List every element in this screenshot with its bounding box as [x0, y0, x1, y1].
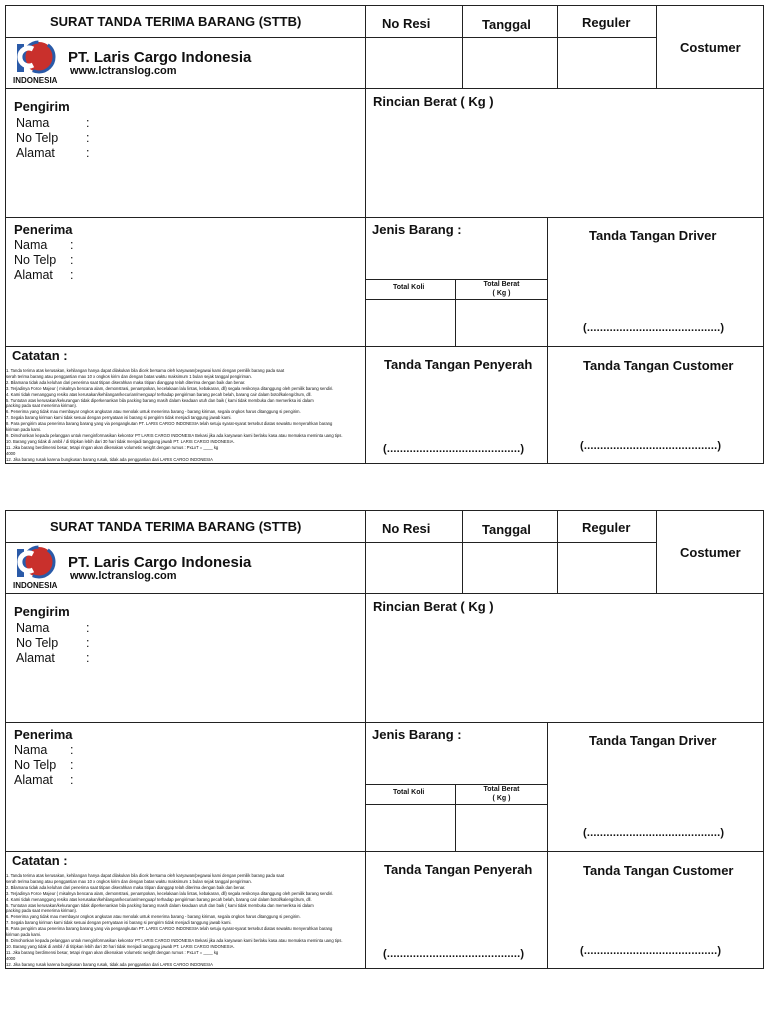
- company-name: PT. Laris Cargo Indonesia: [68, 49, 252, 66]
- reguler-label: Reguler: [582, 15, 631, 30]
- catatan-note-line: 7. Segala barang kiriman kami tidak sesuai dengan pernyataan isi barang si pengirim tidak menjadi tanggung jawab kami.: [6, 920, 232, 926]
- total-koli-value[interactable]: [365, 804, 456, 852]
- pengirim-no-telp: No Telp :: [16, 636, 90, 650]
- total-berat-label: Total Berat ( Kg ): [483, 786, 520, 802]
- total-berat-value[interactable]: [455, 804, 548, 852]
- catatan-note-line: 4000: [6, 450, 16, 456]
- catatan-label: Catatan :: [12, 348, 68, 363]
- customer-signature-label: Tanda Tangan Customer: [583, 863, 734, 878]
- catatan-note-line: 7. Segala barang kiriman kami tidak sesuai dengan pernyataan isi barang si pengirim tidak menjadi tanggung jawab kami.: [6, 415, 232, 421]
- driver-signature-label: Tanda Tangan Driver: [589, 228, 717, 243]
- customer-signature-line: (.........................................): [580, 440, 722, 452]
- catatan-note-line: 2. Bilamana tidak ada keluhan dari penerima saat titipan diserahkan maka titipan dianggap telah diterima dengan baik dan benar.: [6, 884, 246, 890]
- company-country: INDONESIA: [13, 581, 58, 590]
- catatan-note-line: packing pada saat menerima kiriman).: [6, 403, 77, 409]
- reguler-value-cell[interactable]: [557, 542, 657, 594]
- tanggal-value-cell[interactable]: [462, 37, 558, 89]
- penyerah-signature-line: (.........................................): [383, 443, 525, 455]
- catatan-note-line: 11. Jika barang berdimensi besar, tetapi ringan akan dikenakan volumetic weight dengan rumus : PxLxT = ____ kg: [6, 444, 219, 450]
- company-country: INDONESIA: [13, 76, 58, 85]
- no-resi-value-cell[interactable]: [365, 542, 463, 594]
- catatan-notes: [6, 368, 361, 463]
- total-berat-value[interactable]: [455, 299, 548, 347]
- pengirim-alamat: Alamat :: [16, 146, 90, 160]
- pengirim-nama: Nama :: [16, 621, 90, 635]
- catatan-note-line: kiriman pada kami.: [6, 427, 42, 433]
- total-koli-label: Total Koli: [393, 789, 425, 796]
- catatan-note-line: serah terima barang atau penggantian max 10 x ongkos kirim dan dengan batas waktu maksimum 1 bulan sejak tanggal pengiriman.: [6, 373, 252, 379]
- penerima-no-telp: No Telp :: [14, 253, 74, 267]
- reguler-value-cell[interactable]: [557, 37, 657, 89]
- catatan-note-line: kiriman pada kami.: [6, 932, 42, 938]
- catatan-note-line: 10. Barang yang tidak di ambil / di titipkan lebih dari 30 hari tidak menjadi tanggung jawab PT. LARIS CARGO INDONESIA.: [6, 438, 235, 444]
- catatan-note-line: 6. Penerima yang tidak mau membayar ongkos angkutan atau menolak untuk menerima barang - barang kiriman, segala ongkos harus ditanggung si pengirim.: [6, 409, 301, 415]
- penerima-title: Penerima: [14, 727, 73, 742]
- costumer-label: Costumer: [680, 545, 741, 560]
- total-koli-value[interactable]: [365, 299, 456, 347]
- tanggal-value-cell[interactable]: [462, 542, 558, 594]
- penyerah-signature-label: Tanda Tangan Penyerah: [384, 357, 533, 372]
- no-resi-value-cell[interactable]: [365, 37, 463, 89]
- pengirim-alamat: Alamat :: [16, 651, 90, 665]
- sttb-form: [0, 505, 768, 1024]
- catatan-note-line: 5. Tuntutan atas kerusakan/kekurangan tidak diperkenankan bila packing barang masih dalam keadaan utuh dan baik ( kami tidak membuka dan memeriksa isi dalam: [6, 397, 314, 403]
- total-berat-label: Total Berat ( Kg ): [483, 281, 520, 297]
- catatan-note-line: 4. Kami tidak menanggung resiko atas kerusakan/kehilangan/kecurian/menguap/ terhadap pengiriman barang pecah belah, barang cair dalam botol/kaleng/drum, dll.: [6, 896, 312, 902]
- penerima-alamat: Alamat :: [14, 773, 74, 787]
- catatan-note-line: 4. Kami tidak menanggung resiko atas kerusakan/kehilangan/kecurian/menguap/ terhadap pengiriman barang pecah belah, barang cair dalam botol/kaleng/drum, dll.: [6, 391, 312, 397]
- driver-signature-line: (.........................................): [583, 322, 725, 334]
- catatan-note-line: serah terima barang atau penggantian max 10 x ongkos kirim dan dengan batas waktu maksimum 1 bulan sejak tanggal pengiriman.: [6, 878, 252, 884]
- catatan-note-line: 8. Para pengirim atau penerima barang barang yang via pengangkutan PT. LARIS CARGO INDONESIA telah setuju syarat-syarat tersebut diatas sewaktu menyerahkan barang: [6, 421, 333, 427]
- catatan-note-line: 3. Terjadinya Force Majeur ( misalnya bencana alam, demonstrasi, penampokan, kecelakaan lalu lintas, kebakaran, dll) segala resikonya ditanggung oleh pemilik barang sendiri.: [6, 385, 334, 391]
- catatan-note-line: 9. Dimohonkan kepada pelanggan untuk menginformasikan kekontor PT LARIS CARGO INDONESIA Bekasi jika ada karyawan kami berlaku kasa atau memaksa meminta uang tips.: [6, 937, 343, 943]
- catatan-note-line: 6. Penerima yang tidak mau membayar ongkos angkutan atau menolak untuk menerima barang - barang kiriman, segala ongkos harus ditanggung si pengirim.: [6, 914, 301, 920]
- catatan-notes: [6, 873, 361, 968]
- catatan-note-line: 12. Jika barang rusak karena bungkusan barang rusak, tidak ada penggantian dari LARIS CARGO INDONESIA: [6, 961, 213, 967]
- form-title: SURAT TANDA TERIMA BARANG (STTB): [50, 519, 302, 534]
- penerima-nama: Nama :: [14, 238, 74, 252]
- company-name: PT. Laris Cargo Indonesia: [68, 554, 252, 571]
- pengirim-no-telp: No Telp :: [16, 131, 90, 145]
- pengirim-title: Pengirim: [14, 604, 70, 619]
- costumer-label: Costumer: [680, 40, 741, 55]
- catatan-label: Catatan :: [12, 853, 68, 868]
- pengirim-title: Pengirim: [14, 99, 70, 114]
- catatan-note-line: 4000: [6, 955, 16, 961]
- catatan-note-line: 8. Para pengirim atau penerima barang barang yang via pengangkutan PT. LARIS CARGO INDONESIA telah setuju syarat-syarat tersebut diatas sewaktu menyerahkan barang: [6, 926, 333, 932]
- catatan-note-line: 2. Bilamana tidak ada keluhan dari penerima saat titipan diserahkan maka titipan dianggap telah diterima dengan baik dan benar.: [6, 379, 246, 385]
- company-website: www.lctranslog.com: [70, 570, 177, 582]
- total-koli-label: Total Koli: [393, 284, 425, 291]
- catatan-note-line: 5. Tuntutan atas kerusakan/kekurangan tidak diperkenankan bila packing barang masih dalam keadaan utuh dan baik ( kami tidak membuka dan memeriksa isi dalam: [6, 902, 314, 908]
- rincian-berat-label: Rincian Berat ( Kg ): [373, 599, 494, 614]
- penerima-title: Penerima: [14, 222, 73, 237]
- tanggal-label: Tanggal: [482, 17, 531, 32]
- catatan-note-line: 1. Tanda terima atas kerusakan, kehilangan hanya dapat dilakukan bila dicek bersama oleh karyawan/pegawai kami dengan pemilik barang pada saat: [6, 873, 285, 878]
- customer-signature-label: Tanda Tangan Customer: [583, 358, 734, 373]
- catatan-note-line: 10. Barang yang tidak di ambil / di titipkan lebih dari 30 hari tidak menjadi tanggung jawab PT. LARIS CARGO INDONESIA.: [6, 943, 235, 949]
- tanggal-label: Tanggal: [482, 522, 531, 537]
- catatan-note-line: 12. Jika barang rusak karena bungkusan barang rusak, tidak ada penggantian dari LARIS CARGO INDONESIA: [6, 456, 213, 462]
- reguler-label: Reguler: [582, 520, 631, 535]
- form-title: SURAT TANDA TERIMA BARANG (STTB): [50, 14, 302, 29]
- catatan-note-line: 11. Jika barang berdimensi besar, tetapi ringan akan dikenakan volumetic weight dengan rumus : PxLxT = ____ kg: [6, 949, 219, 955]
- no-resi-label: No Resi: [382, 16, 431, 31]
- catatan-note-line: 9. Dimohonkan kepada pelanggan untuk menginformasikan kekontor PT LARIS CARGO INDONESIA Bekasi jika ada karyawan kami berlaku kasa atau memaksa meminta uang tips.: [6, 432, 343, 438]
- jenis-barang-label: Jenis Barang :: [372, 727, 462, 742]
- penyerah-signature-line: (.........................................): [383, 948, 525, 960]
- customer-signature-line: (.........................................): [580, 945, 722, 957]
- penerima-no-telp: No Telp :: [14, 758, 74, 772]
- catatan-note-line: packing pada saat menerima kiriman).: [6, 908, 77, 914]
- penerima-alamat: Alamat :: [14, 268, 74, 282]
- driver-signature-line: (.........................................): [583, 827, 725, 839]
- driver-signature-label: Tanda Tangan Driver: [589, 733, 717, 748]
- catatan-note-line: 1. Tanda terima atas kerusakan, kehilangan hanya dapat dilakukan bila dicek bersama oleh karyawan/pegawai kami dengan pemilik barang pada saat: [6, 368, 285, 373]
- penyerah-signature-label: Tanda Tangan Penyerah: [384, 862, 533, 877]
- catatan-note-line: 3. Terjadinya Force Majeur ( misalnya bencana alam, demonstrasi, penampokan, kecelakaan lalu lintas, kebakaran, dll) segala resikonya ditanggung oleh pemilik barang sendiri.: [6, 890, 334, 896]
- penerima-nama: Nama :: [14, 743, 74, 757]
- jenis-barang-label: Jenis Barang :: [372, 222, 462, 237]
- no-resi-label: No Resi: [382, 521, 431, 536]
- pengirim-nama: Nama :: [16, 116, 90, 130]
- company-website: www.lctranslog.com: [70, 65, 177, 77]
- rincian-berat-label: Rincian Berat ( Kg ): [373, 94, 494, 109]
- sttb-form: [0, 0, 768, 500]
